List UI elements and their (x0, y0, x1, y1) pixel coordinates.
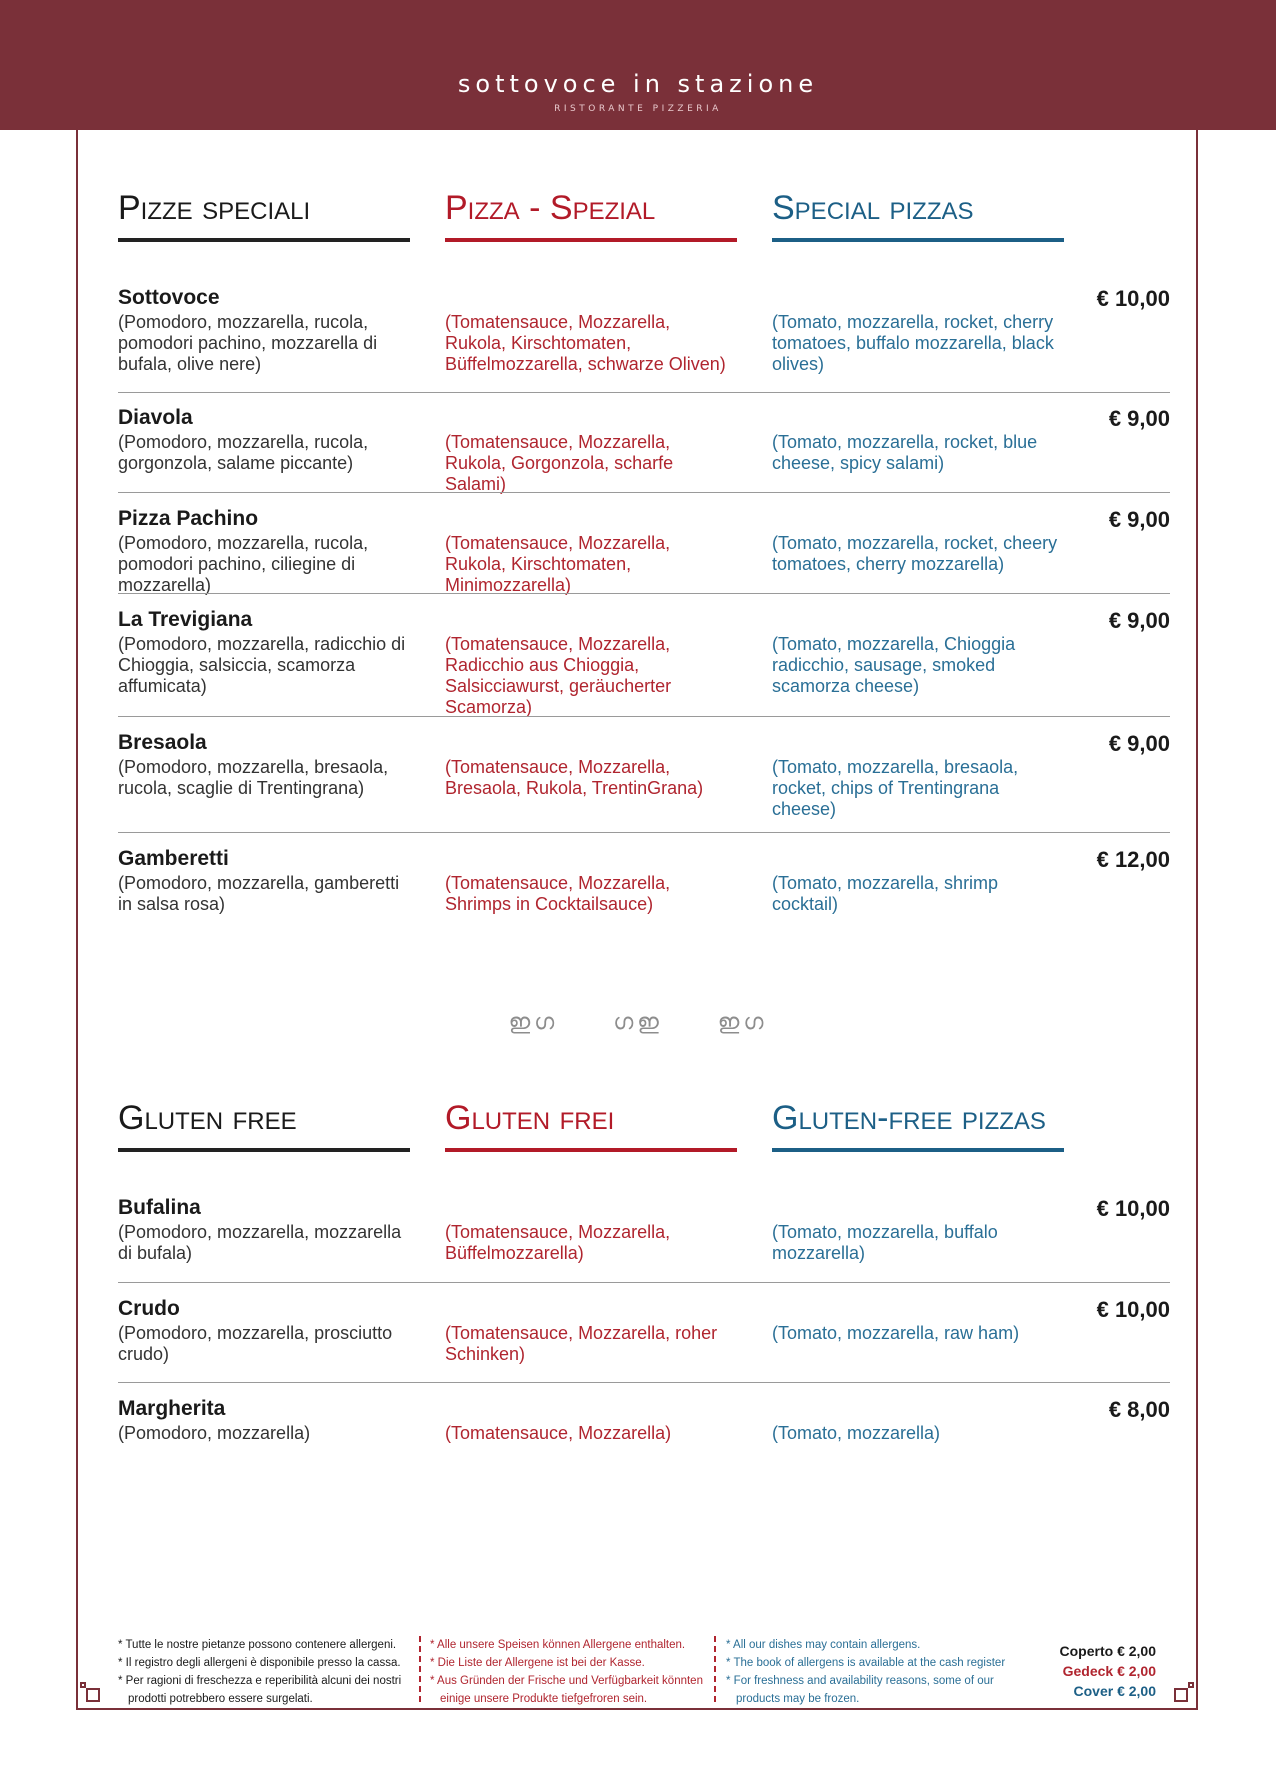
item-divider (118, 492, 1170, 493)
item-desc-it: (Pomodoro, mozzarella) (118, 1423, 311, 1443)
item-desc-it: (Pomodoro, mozzarella, radicchio di Chioggia, salsiccia, scamorza affumicata) (118, 634, 406, 696)
item-desc-de: (Tomatensauce, Mozzarella, roher Schinken) (445, 1323, 718, 1364)
item-name: La Trevigiana (118, 608, 253, 631)
item-name: Margherita (118, 1397, 226, 1420)
item-divider (118, 716, 1170, 717)
allergen-notes-it (118, 1636, 412, 1708)
item-divider (118, 1382, 1170, 1383)
item-desc-en: (Tomato, mozzarella, buffalo mozzarella) (772, 1222, 998, 1263)
note-line: * Il registro degli allergeni è disponibile presso la cassa. (118, 1657, 401, 1669)
header-bar (0, 0, 1276, 130)
frame-corner-ornament (86, 1688, 100, 1702)
item-price: € 10,00 (1096, 286, 1170, 311)
item-desc-it: (Pomodoro, mozzarella, bresaola, rucola, scaglie di Trentingrana) (118, 757, 389, 798)
heading-pizza-spezial: Pizza - Spezial (445, 188, 737, 242)
item-name: Sottovoce (118, 286, 220, 309)
menu-item (118, 1196, 1170, 1276)
cover-charge-en: Cover € 2,00 (1073, 1683, 1156, 1699)
heading-pizze-speciali: Pizze speciali (118, 188, 410, 242)
note-line: * Die Liste der Allergene ist bei der Kasse. (430, 1657, 645, 1669)
item-desc-de: (Tomatensauce, Mozzarella, Rukola, Gorgonzola, scharfe Salami) (445, 432, 674, 494)
item-price: € 9,00 (1108, 507, 1170, 532)
item-desc-it: (Pomodoro, mozzarella, prosciutto crudo) (118, 1323, 393, 1364)
item-desc-de: (Tomatensauce, Mozzarella, Rukola, Kirschtomaten, Büffelmozzarella, schwarze Oliven) (445, 312, 726, 374)
cover-charge (1060, 1641, 1156, 1701)
note-line: * Per ragioni di freschezza e reperibilità alcuni dei nostri prodotti potrebbero essere surgelati. (118, 1675, 402, 1705)
menu-item (118, 731, 1170, 821)
note-line: * The book of allergens is available at the cash register (726, 1657, 1006, 1669)
footer-divider (419, 1636, 421, 1702)
item-name: Bufalina (118, 1196, 201, 1219)
item-price: € 8,00 (1108, 1397, 1170, 1422)
item-divider (118, 832, 1170, 833)
frame-corner-ornament (1174, 1688, 1188, 1702)
item-desc-en: (Tomato, mozzarella, bresaola, rocket, chips of Trentingrana cheese) (772, 757, 1019, 819)
item-name: Diavola (118, 406, 193, 429)
ornament-glyph: ഗഇ (613, 1010, 663, 1035)
item-name: Pizza Pachino (118, 507, 259, 530)
item-price: € 9,00 (1108, 608, 1170, 633)
item-desc-it: (Pomodoro, mozzarella, rucola, gorgonzola, salame piccante) (118, 432, 369, 473)
ornament-glyph: ഇഗ (508, 1010, 559, 1035)
cover-charge-de: Gedeck € 2,00 (1062, 1663, 1156, 1679)
menu-item (118, 406, 1170, 494)
item-price: € 10,00 (1096, 1297, 1170, 1322)
item-price: € 10,00 (1096, 1196, 1170, 1221)
item-desc-en: (Tomato, mozzarella, rocket, blue cheese, spicy salami) (772, 432, 1038, 473)
item-desc-it: (Pomodoro, mozzarella, rucola, pomodori pachino, ciliegine di mozzarella) (118, 533, 369, 595)
item-desc-en: (Tomato, mozzarella, shrimp cocktail) (772, 873, 999, 914)
section-ornament (0, 1010, 1276, 1035)
note-line: * Tutte le nostre pietanze possono contenere allergeni. (118, 1639, 397, 1651)
menu-item (118, 507, 1170, 595)
item-price: € 9,00 (1108, 406, 1170, 431)
item-desc-it: (Pomodoro, mozzarella, gamberetti in salsa rosa) (118, 873, 400, 914)
item-desc-de: (Tomatensauce, Mozzarella, Rukola, Kirschtomaten, Minimozzarella) (445, 533, 671, 595)
menu-item (118, 847, 1170, 927)
item-divider (118, 1282, 1170, 1283)
item-desc-en: (Tomato, mozzarella, Chioggia radicchio, sausage, smoked scamorza cheese) (772, 634, 1016, 696)
item-desc-de: (Tomatensauce, Mozzarella, Radicchio aus Chioggia, Salsicciawurst, geräucherter Scamorza) (445, 634, 672, 717)
menu-item (118, 1297, 1170, 1377)
menu-item (118, 1397, 1170, 1457)
note-line: * Alle unsere Speisen können Allergene enthalten. (430, 1639, 686, 1651)
item-desc-en: (Tomato, mozzarella, raw ham) (772, 1323, 1020, 1343)
note-line: * Aus Gründen der Frische und Verfügbarkeit könnten einige unsere Produkte tiefgefroren sein. (430, 1675, 703, 1705)
cover-charge-it: Coperto € 2,00 (1059, 1643, 1156, 1659)
footer-divider (714, 1636, 716, 1702)
item-desc-it: (Pomodoro, mozzarella, mozzarella di bufala) (118, 1222, 402, 1263)
heading-special-pizzas: Special pizzas (772, 188, 1064, 242)
heading-gluten-free-pizzas: Gluten-free pizzas (772, 1098, 1064, 1152)
menu-item (118, 286, 1170, 386)
restaurant-name: sottovoce in stazione (457, 70, 819, 98)
ornament-glyph: ഇഗ (717, 1010, 768, 1035)
item-desc-en: (Tomato, mozzarella, rocket, cherry tomatoes, buffalo mozzarella, black olives) (772, 312, 1054, 374)
item-desc-en: (Tomato, mozzarella) (772, 1423, 941, 1443)
heading-gluten-frei: Gluten frei (445, 1098, 737, 1152)
item-desc-de: (Tomatensauce, Mozzarella, Bresaola, Rukola, TrentinGrana) (445, 757, 704, 798)
item-name: Gamberetti (118, 847, 229, 870)
item-price: € 9,00 (1108, 731, 1170, 756)
item-desc-en: (Tomato, mozzarella, rocket, cheery tomatoes, cherry mozzarella) (772, 533, 1058, 574)
allergen-notes-en (726, 1636, 1018, 1708)
item-name: Crudo (118, 1297, 180, 1320)
item-desc-it: (Pomodoro, mozzarella, rucola, pomodori pachino, mozzarella di bufala, olive nere) (118, 312, 378, 374)
note-line: * For freshness and availability reasons, some of our products may be frozen. (726, 1675, 994, 1705)
note-line: * All our dishes may contain allergens. (726, 1639, 921, 1651)
item-divider (118, 392, 1170, 393)
menu-item (118, 608, 1170, 717)
allergen-notes-de (430, 1636, 712, 1708)
item-desc-de: (Tomatensauce, Mozzarella, Büffelmozzarella) (445, 1222, 671, 1263)
restaurant-subtitle: RISTORANTE PIZZERIA (554, 104, 722, 114)
item-desc-de: (Tomatensauce, Mozzarella, Shrimps in Cocktailsauce) (445, 873, 671, 914)
item-name: Bresaola (118, 731, 207, 754)
item-price: € 12,00 (1096, 847, 1170, 872)
item-divider (118, 593, 1170, 594)
item-desc-de: (Tomatensauce, Mozzarella) (445, 1423, 672, 1443)
heading-gluten-free: Gluten free (118, 1098, 410, 1152)
